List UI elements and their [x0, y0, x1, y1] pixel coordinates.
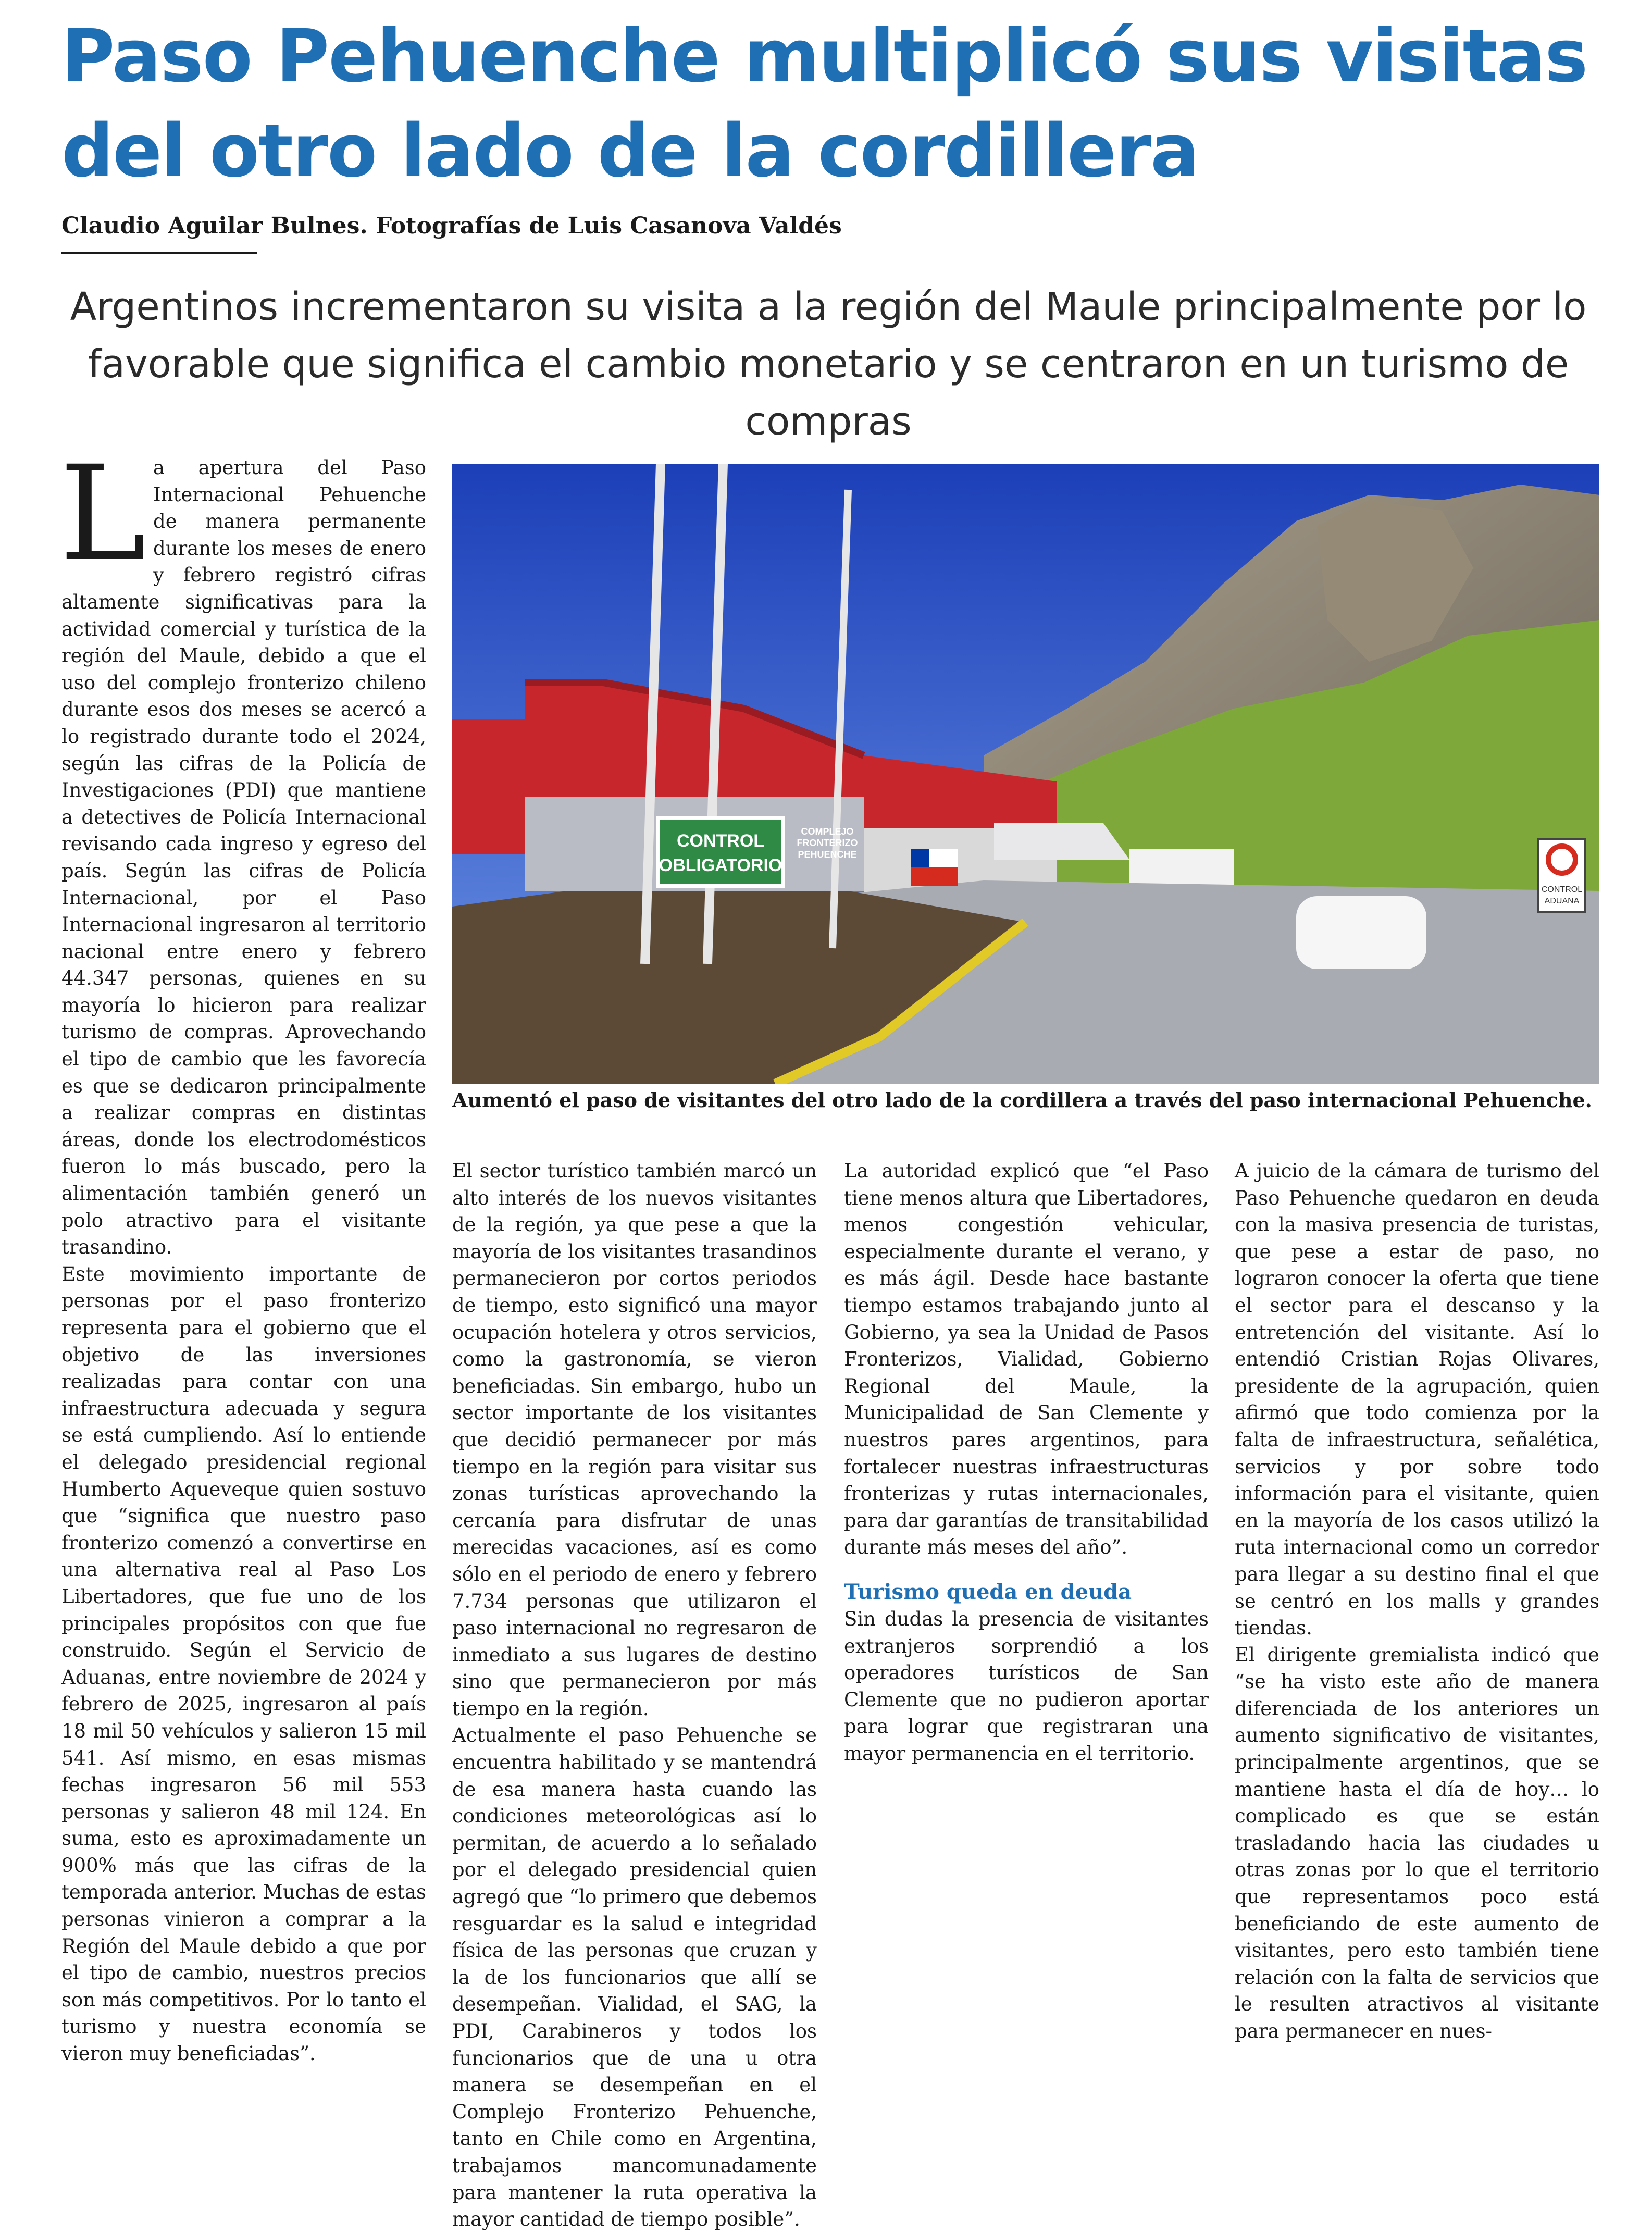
paragraph-4: Actualmente el paso Pehuenche se encuentra habilitado y se mantendrá de esa manera hasta cuando las condiciones meteorológicas así lo permitan, de acuerdo a lo señalado por el delegado presidencial quien agregó que “lo primero que debemos resguardar es la salud e integridad física de las personas que cruzan y la de los funcionarios que allí se desempeñan. Vialidad, el SAG, la PDI, Carabineros y todos los funcionarios que de una u otra manera se desempeñan en el Complejo Fronterizo Pehuenche, tanto en Chile como en Argentina, trabajamos mancomunadamente para mantener la ruta operativa la mayor cantidad de tiempo posible”.: [452, 1724, 817, 2231]
column-3: [844, 1158, 1209, 1767]
article-headline: Paso Pehuenche multiplicó sus visitas del otro lado de la cordillera: [61, 14, 1587, 194]
drop-cap: L: [59, 438, 146, 589]
paragraph-8: El dirigente gremialista indicó que “se ha visto este año de manera diferenciada de los anteriores un aumento significativo de visitantes, principalmente argentinos, que se mantiene hasta el día de hoy… lo complicado es que se están trasladando hacia las ciudades u otras zonas por lo que el territorio que representamos poco está beneficiando de este aumento de visitantes, pero esto también tiene relación con la falta de servicios que le resulten atractivos al visitante para permanecer en nues-: [1235, 1643, 1599, 2042]
paragraph-6: Sin dudas la presencia de visitantes extranjeros sorprendió a los operadores turísticos de San Clemente que no pudieron aportar para lograr que registraran una mayor permanencia en el territorio.: [844, 1607, 1209, 1765]
building-text-line2: FRONTERIZO: [797, 838, 858, 848]
paragraph-7: A juicio de la cámara de turismo del Paso Pehuenche quedaron en deuda con la masiva presencia de turistas, que pese a estar de paso, no lograron conocer la oferta que tiene el sector para el descanso y la entretención del visitante. Así lo entendió Cristian Rojas Olivares, presidente de la agrupación, quien afirmó que todo comienza por la falta de infraestructura, señalética, servicios y por sobre todo información para el visitante, quien en la mayoría de los casos utilizó la ruta internacional como un corredor para llegar a su destino final el que se centró en los malls y grandes tiendas.: [1235, 1160, 1599, 1640]
road-sign-line2: ADUANA: [1544, 897, 1580, 905]
paragraph-1-text: a apertura del Paso Internacional Pehuenche de manera permanente durante los meses de enero y febrero registró cifras altamente significativas para la actividad comercial y turística de la región del Maule, debido a que el uso del complejo fronterizo chileno durante esos dos meses se acercó a lo registrado durante todo el 2024, según las cifras de la Policía de Investigaciones (PDI) que mantiene a detectives de Policía Internacional revisando cada ingreso y egreso del país. Según las cifras de Policía Internacional, por el Paso Internacional ingresaron al territorio nacional entre enero y febrero 44.347 personas, quienes en su mayoría lo hicieron para realizar turismo de compras. Aprovechando el tipo de cambio que les favorecía es que se dedicaron principalmente a realizar compras en distintas áreas, donde los electrodomésticos fueron lo más buscado, pero la alimentación también generó un polo atractivo para el visitante trasandino.: [61, 456, 426, 1259]
border-crossing-illustration: [452, 464, 1599, 1084]
section-subhead: Turismo queda en deuda: [844, 1579, 1132, 1604]
control-sign: [658, 818, 783, 886]
paragraph-5: La autoridad explicó que “el Paso tiene menos altura que Libertadores, menos congestión vehicular, especialmente durante el verano, y es más ágil. Desde hace bastante tiempo estamos trabajando junto al Gobierno, ya sea la Unidad de Pasos Fronterizos, Vialidad, Gobierno Regional del Maule, la Municipalidad de San Clemente y nuestros pares argentinos, para fortalecer nuestras infraestructuras fronterizas y rutas internacionales, para dar garantías de transitabilidad durante más meses del año”.: [844, 1160, 1209, 1559]
control-sign-line2: OBLIGATORIO: [659, 855, 782, 875]
building-text-line3: PEHUENCHE: [798, 849, 857, 860]
article-photo: [452, 464, 1599, 1084]
photo-caption: Aumentó el paso de visitantes del otro lado de la cordillera a través del paso internacional Pehuenche.: [452, 1088, 1592, 1112]
no-entry-icon: [1548, 846, 1575, 873]
paragraph-1: [59, 438, 426, 1261]
chilean-flag: [911, 849, 958, 886]
bus: [1129, 849, 1234, 886]
red-building-left: [452, 719, 536, 854]
article-deck: Argentinos incrementaron su visita a la región del Maule principalmente por lo favorable que significa el cambio monetario y se centraron en un turismo de compras: [70, 284, 1587, 444]
paragraph-3: El sector turístico también marcó un alto interés de los nuevos visitantes de la región, ya que pese a que la mayoría de los visitantes trasandinos permanecieron por cortos periodos de tiempo, esto significó una mayor ocupación hotelera y otros servicios, como la gastronomía, se vieron beneficiadas. Sin embargo, hubo un sector importante de los visitantes que decidió permanecer por más tiempo en la región para visitar sus zonas turísticas aprovechando la cercanía para disfrutar de unas merecidas vacaciones, así es como sólo en el periodo de enero y febrero 7.734 personas que utilizaron el paso internacional no regresaron de inmediato a sus lugares de destino sino que permanecieron por más tiempo en la región.: [452, 1160, 817, 1720]
byline: Claudio Aguilar Bulnes. Fotografías de Luis Casanova Valdés: [61, 213, 842, 239]
byline-rule: [61, 252, 257, 254]
column-2: [452, 1158, 817, 2233]
white-car: [1296, 896, 1426, 969]
column-4: [1235, 1158, 1599, 2045]
control-sign-line1: CONTROL: [676, 831, 765, 851]
paragraph-2: Este movimiento importante de personas por el paso fronterizo representa para el gobierno que el objetivo de las inversiones realizadas para contar con una infraestructura adecuada y segura se está cumpliendo. Así lo entiende el delegado presidencial regional Humberto Aqueveque quien sostuvo que “significa que nuestro paso fronterizo comenzó a convertirse en una alternativa real al Paso Los Libertadores, que fue uno de los principales propósitos con que fue construido. Según el Servicio de Aduanas, entre noviembre de 2024 y febrero de 2025, ingresaron al país 18 mil 50 vehículos y salieron 15 mil 541. Así mismo, en esas mismas fechas ingresaron 56 mil 553 personas y salieron 48 mil 124. En suma, esto es aproximadamente un 900% más que las cifras de la temporada anterior. Muchas de estas personas vinieron a comprar a la Región del Maule debido a que por el tipo de cambio, nuestros precios son más competitivos. Por lo tanto el turismo y nuestra economía se vieron muy beneficiadas”.: [61, 1262, 426, 2065]
column-1: [59, 438, 426, 2067]
building-text-line1: COMPLEJO: [801, 826, 854, 837]
road-sign-line1: CONTROL: [1541, 885, 1583, 894]
